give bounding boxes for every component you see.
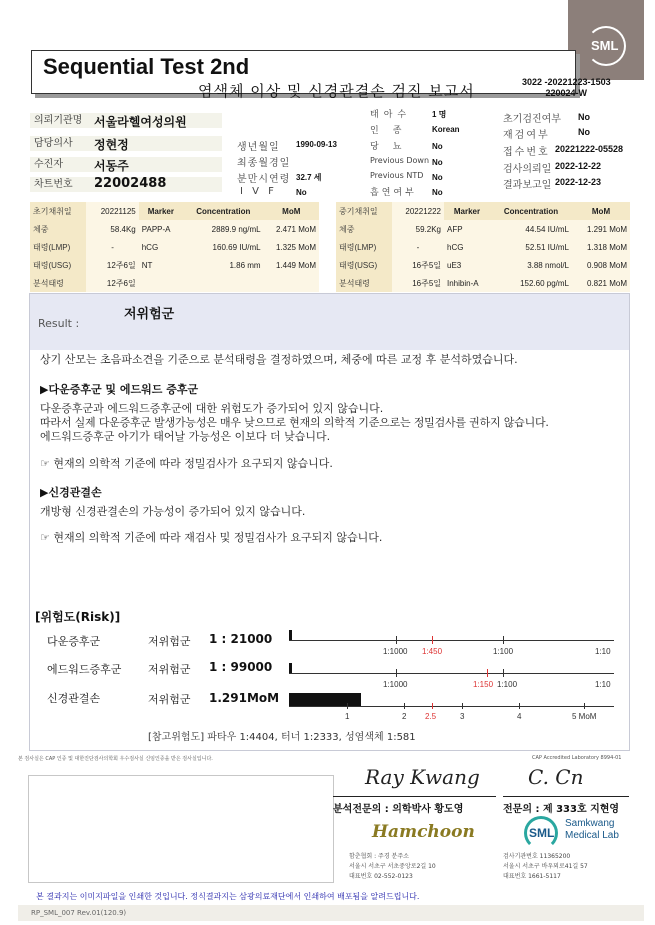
fetus-value: 1 명 — [432, 110, 447, 119]
left-addr-3: 대표번호 02-552-0123 — [349, 873, 413, 880]
result-header — [30, 294, 629, 350]
report-date-value: 2022-12-23 — [555, 177, 602, 187]
risk-value-down: 1 : 21000 — [209, 632, 273, 646]
ft-mom-1: 1.325 MoM — [264, 238, 319, 256]
right-addr-3: 대표번호 1661-5117 — [503, 873, 561, 880]
report-id-line1: 3022 -20221223-1503 — [522, 77, 611, 87]
ntd-tick-1 — [404, 703, 405, 709]
st-header-conc: Concentration — [490, 202, 572, 220]
st-label-4: 분석태령 — [336, 274, 392, 292]
edwards-axis-lbl-1: 1:150 — [473, 680, 494, 689]
race-label: 인종 — [370, 126, 416, 136]
examinee-value: 서동주 — [94, 159, 129, 173]
reference-risk: [참고위험도] 파타우 1:4404, 터너 1:2333, 성염색체 1:581 — [148, 732, 416, 743]
ntd-axis-lbl-2: 2.5 — [425, 712, 437, 721]
risk-grade-ntd: 저위험군 — [148, 693, 191, 706]
ntd-tick-3 — [462, 703, 463, 709]
table-row — [30, 220, 319, 238]
left-signature: Ray Kwang — [365, 765, 480, 789]
right-signature: C. Cn — [528, 765, 584, 789]
comment-box — [28, 775, 334, 883]
st-mom-0: 1.291 MoM — [572, 220, 630, 238]
ft-mom-2: 1.449 MoM — [264, 256, 319, 274]
st-value-1: 59.2Kg — [392, 220, 444, 238]
first-trimester-table — [30, 202, 319, 292]
ft-marker-1: hCG — [139, 238, 183, 256]
risk-name-down: 다운증후군 — [47, 635, 101, 648]
risk-title: [위험도(Risk)] — [35, 610, 121, 624]
right-signer-name: 전문의 : 제 333호 지현영 — [503, 804, 620, 815]
down-axis-lbl-0: 1:1000 — [383, 647, 408, 656]
cap-note-left: 본 검사실은 CAP 인증 및 대한진단검사의학회 우수검사실 신임인증을 받은 검사실입니다. — [18, 756, 213, 762]
prev-down-label: Previous Down — [370, 156, 430, 165]
examinee-label: 수진자 — [34, 159, 63, 170]
recheck-label: 재검여부 — [503, 130, 550, 141]
down-axis-lbl-3: 1:10 — [595, 647, 611, 656]
st-header-marker: Marker — [444, 202, 490, 220]
medical-lab-name: Medical Lab — [565, 830, 619, 841]
table-row — [30, 256, 319, 274]
prev-ntd-label: Previous NTD — [370, 171, 424, 180]
st-label-1: 체중 — [336, 220, 392, 238]
down-tick-2 — [503, 636, 504, 644]
cap-note-right: CAP Accredited Laboratory 8994-01 — [532, 755, 622, 761]
st-marker-1: hCG — [444, 238, 490, 256]
down-marker — [289, 630, 292, 640]
ft-marker-0: PAPP-A — [139, 220, 183, 238]
ft-label-1: 체중 — [30, 220, 86, 238]
doctor-label: 담당의사 — [34, 138, 73, 149]
ft-conc-0: 2889.9 ng/mL — [183, 220, 264, 238]
ntd-section-title: ▶신경관결손 — [40, 486, 102, 499]
chart-label: 차트번호 — [34, 179, 73, 190]
table-row — [30, 202, 319, 220]
st-mom-1: 1.318 MoM — [572, 238, 630, 256]
dob-label: 생년월일 — [237, 142, 280, 153]
report-title: Sequential Test 2nd — [43, 54, 250, 79]
ntd-axis-line — [289, 706, 614, 707]
down-note: ☞ 현재의 의학적 기준에 따라 정밀검사가 요구되지 않습니다. — [40, 457, 333, 470]
ft-value-2: - — [86, 238, 138, 256]
ft-mom-0: 2.471 MoM — [264, 220, 319, 238]
second-trimester-table — [336, 202, 630, 292]
sml-logo: SML — [591, 38, 619, 53]
right-addr-2: 서울시 서초구 바우뫼로41길 57 — [503, 863, 588, 870]
table-row — [336, 274, 630, 292]
chart-value: 22002488 — [94, 176, 167, 191]
footer-code: RP_SML_007 Rev.01(120.9) — [31, 909, 127, 917]
recheck-value: No — [578, 127, 590, 137]
smoking-label: 흡연여부 — [370, 188, 417, 198]
risk-value-ntd: 1.291MoM — [209, 691, 280, 705]
ntd-paragraph-1: 개방형 신경관결손의 가능성이 증가되어 있지 않습니다. — [40, 505, 306, 518]
down-paragraph-2: 따라서 실제 다운증후군 발생가능성은 매우 낮으므로 현재의 의학적 기준으로는 정밀검사를 권하지 않습니다. — [40, 416, 549, 429]
table-row — [336, 238, 630, 256]
ft-conc-2: 1.86 mm — [183, 256, 264, 274]
risk-grade-edwards: 저위험군 — [148, 663, 191, 676]
st-conc-1: 52.51 IU/mL — [490, 238, 572, 256]
report-date-label: 결과보고일 — [503, 180, 552, 191]
receipt-value: 20221222-05528 — [555, 144, 624, 154]
first-check-value: No — [578, 112, 590, 122]
left-addr-1: 함춘협회 : 주경 분주소 — [349, 853, 409, 860]
ft-header-marker: Marker — [139, 202, 183, 220]
st-marker-3: Inhibin-A — [444, 274, 490, 292]
left-signer-name: 분석전문의 : 의학박사 황도영 — [333, 804, 464, 815]
ntd-axis-lbl-4: 4 — [517, 712, 522, 721]
st-mom-2: 0.908 MoM — [572, 256, 630, 274]
down-axis-lbl-1: 1:450 — [422, 647, 443, 656]
prev-ntd-value: No — [432, 173, 443, 182]
st-conc-3: 152.60 pg/mL — [490, 274, 572, 292]
request-label: 검사의뢰일 — [503, 164, 552, 175]
edwards-axis-line — [289, 673, 614, 674]
ft-header-mom: MoM — [264, 202, 319, 220]
edwards-marker — [289, 663, 292, 673]
down-axis-lbl-2: 1:100 — [493, 647, 514, 656]
st-mom-3: 0.821 MoM — [572, 274, 630, 292]
ft-value-3: 12주6일 — [86, 256, 138, 274]
dob-value: 1990-09-13 — [296, 140, 337, 149]
right-sign-line — [503, 796, 629, 797]
race-value: Korean — [432, 125, 460, 134]
ntd-tick-5 — [584, 703, 585, 709]
ntd-axis-lbl-3: 3 — [460, 712, 465, 721]
ntd-axis-lbl-5: 5 MoM — [572, 712, 597, 721]
result-intro: 상기 산모는 초음파소견을 기준으로 분석태령을 결정하였으며, 체중에 따른 교정 후 분석하였습니다. — [40, 353, 518, 366]
st-value-4: 16주5일 — [392, 274, 444, 292]
sml-logo-small: SML — [529, 826, 555, 840]
down-tick-0 — [396, 636, 397, 644]
st-label-2: 태령(LMP) — [336, 238, 392, 256]
institution-label: 의뢰기관명 — [34, 115, 83, 126]
ntd-axis-lbl-0: 1 — [345, 712, 350, 721]
st-conc-0: 44.54 IU/mL — [490, 220, 572, 238]
first-check-label: 초기검진여부 — [503, 114, 561, 125]
st-value-2: - — [392, 238, 444, 256]
ntd-mom-bar — [289, 693, 361, 706]
ft-header-conc: Concentration — [183, 202, 264, 220]
edwards-axis-lbl-3: 1:10 — [595, 680, 611, 689]
st-header-mom: MoM — [572, 202, 630, 220]
st-marker-2: uE3 — [444, 256, 490, 274]
smoking-value: No — [432, 188, 443, 197]
st-value-0: 20221222 — [392, 202, 444, 220]
institution-value: 서울라헬여성의원 — [94, 115, 187, 129]
ivf-value: No — [296, 188, 307, 197]
lmp-label: 최종월경일 — [237, 158, 291, 169]
left-addr-2: 서울시 서초구 서초중앙로2길 10 — [349, 863, 436, 870]
report-subtitle: 염색체 이상 및 신경관결손 검진 보고서 — [198, 82, 475, 100]
risk-value-edwards: 1 : 99000 — [209, 660, 273, 674]
edwards-tick-2 — [503, 669, 504, 677]
ntd-tick-2 — [432, 703, 433, 709]
down-paragraph-3: 에드워드증후군 아기가 태어날 가능성은 이보다 더 낮습니다. — [40, 430, 331, 443]
table-row — [336, 220, 630, 238]
fetus-label: 태아수 — [370, 110, 412, 120]
down-paragraph-1: 다운증후군과 에드워드증후군에 대한 위험도가 증가되어 있지 않습니다. — [40, 402, 384, 415]
prev-down-value: No — [432, 158, 443, 167]
ntd-tick-4 — [519, 703, 520, 709]
down-tick-1 — [432, 636, 433, 644]
ivf-label: I V F — [240, 186, 277, 197]
risk-grade-down: 저위험군 — [148, 635, 191, 648]
risk-name-ntd: 신경관결손 — [47, 692, 101, 705]
down-section-title: ▶다운증후군 및 에드워드 증후군 — [40, 383, 199, 396]
diabetes-value: No — [432, 142, 443, 151]
edwards-tick-0 — [396, 669, 397, 677]
ft-marker-2: NT — [139, 256, 183, 274]
st-label-3: 태령(USG) — [336, 256, 392, 274]
table-row — [30, 238, 319, 256]
ntd-note: ☞ 현재의 의학적 기준에 따라 재검사 및 정밀검사가 요구되지 않습니다. — [40, 531, 383, 544]
down-axis-line — [289, 640, 614, 641]
hamchoon-logo: Hamchoon — [372, 822, 475, 842]
edwards-tick-1 — [487, 669, 488, 677]
ft-label-0: 초기채취일 — [30, 202, 86, 220]
age-label: 분만시연령 — [237, 174, 291, 185]
edwards-axis-lbl-0: 1:1000 — [383, 680, 408, 689]
edwards-axis-lbl-2: 1:100 — [497, 680, 518, 689]
table-row — [336, 256, 630, 274]
table-row — [336, 202, 630, 220]
ft-label-4: 분석태령 — [30, 274, 86, 292]
ntd-tick-0 — [347, 703, 348, 709]
ntd-axis-lbl-1: 2 — [402, 712, 407, 721]
receipt-label: 접수번호 — [503, 147, 550, 158]
samkwang-name: Samkwang — [565, 818, 615, 829]
ft-conc-1: 160.69 IU/mL — [183, 238, 264, 256]
risk-name-edwards: 에드워드증후군 — [47, 663, 122, 676]
right-addr-1: 검사기관번호 11365200 — [503, 853, 571, 860]
diabetes-label: 당뇨 — [370, 142, 416, 152]
left-sign-line — [333, 796, 496, 797]
ft-value-4: 12주6일 — [86, 274, 138, 292]
result-value: 저위험군 — [124, 307, 175, 322]
st-label-0: 중기채취일 — [336, 202, 392, 220]
table-row — [30, 274, 319, 292]
report-id — [522, 77, 611, 99]
st-value-3: 16주5일 — [392, 256, 444, 274]
ft-label-2: 태령(LMP) — [30, 238, 86, 256]
report-id-line2: 220024-W — [545, 88, 588, 98]
footer-warning: 본 결과지는 이미지파일을 인쇄한 것입니다. 정식결과지는 삼광의료재단에서 인쇄하여 배포됨을 알려드립니다. — [36, 892, 420, 901]
ft-value-1: 58.4Kg — [86, 220, 138, 238]
st-marker-0: AFP — [444, 220, 490, 238]
ft-label-3: 태령(USG) — [30, 256, 86, 274]
request-value: 2022-12-22 — [555, 161, 602, 171]
age-value: 32.7 세 — [296, 173, 322, 182]
st-conc-2: 3.88 nmol/L — [490, 256, 572, 274]
result-label: Result : — [38, 317, 80, 330]
doctor-value: 정현정 — [94, 138, 129, 152]
ft-value-0: 20221125 — [86, 202, 138, 220]
